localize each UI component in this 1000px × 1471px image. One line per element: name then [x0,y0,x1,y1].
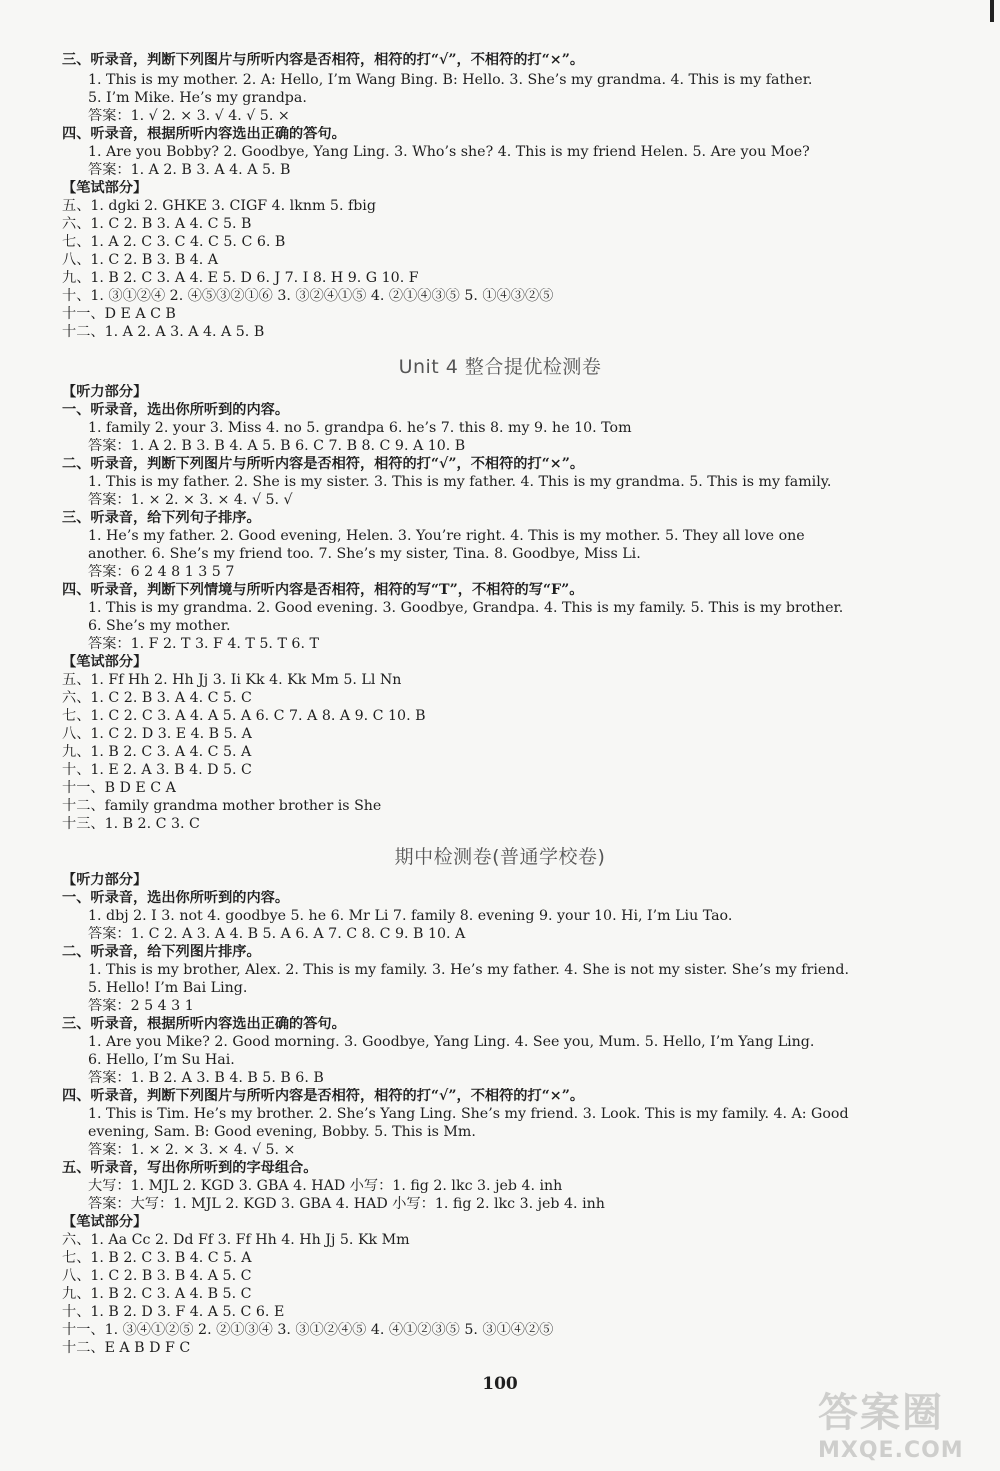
watermark-bottom-text: MXQE.COM [818,1438,964,1463]
u4-s2-answer: 答案：1. × 2. × 3. × 4. √ 5. √ [88,492,293,508]
u4-listening-header: 【听力部分】 [62,384,148,400]
u4-s1-answer: 答案：1. A 2. B 3. B 4. A 5. B 6. C 7. B 8. C 9. A 10. B [88,438,466,454]
mid-s3-line2: 6. Hello, I’m Su Hai. [88,1052,235,1068]
u4-w9: 九、1. B 2. C 3. A 4. C 5. A [62,744,252,760]
mid-s5-line1: 大写：1. MJL 2. KGD 3. GBA 4. HAD 小写：1. fig 2. lkc 3. jeb 4. inh [88,1178,563,1194]
u4-s4-line2: 6. She’s my mother. [88,618,231,634]
u4-w6: 六、1. C 2. B 3. A 4. C 5. C [62,690,252,706]
mid-s2-line2: 5. Hello! I’m Bai Ling. [88,980,248,996]
mid-s1-line1: 1. dbj 2. I 3. not 4. goodbye 5. he 6. Mr Li 7. family 8. evening 9. your 10. Hi, I’m Liu Tao. [88,908,733,924]
u3-w9: 九、1. B 2. C 3. A 4. E 5. D 6. J 7. I 8. H 9. G 10. F [62,270,419,286]
mid-s3-answer: 答案：1. B 2. A 3. B 4. B 5. B 6. B [88,1070,324,1086]
u4-w10: 十、1. E 2. A 3. B 4. D 5. C [62,762,252,778]
mid-s2-line1: 1. This is my brother, Alex. 2. This is my family. 3. He’s my father. 4. She is not my sister. She’s my friend. [88,962,849,978]
u3-s3-title: 三、听录音，判断下列图片与所听内容是否相符，相符的打“√”，不相符的打“×”。 [62,52,585,68]
mid-listening-header: 【听力部分】 [62,872,148,888]
mid-written-header: 【笔试部分】 [62,1214,148,1230]
u4-s4-line1: 1. This is my grandma. 2. Good evening. 3. Goodbye, Grandpa. 4. This is my family. 5. This is my brother. [88,600,844,616]
mid-s5-title: 五、听录音，写出你所听到的字母组合。 [62,1160,318,1176]
u3-w11: 十一、D E A C B [62,306,176,322]
unit4-title: Unit 4 整合提优检测卷 [398,356,602,378]
mid-s2-answer: 答案：2 5 4 3 1 [88,998,194,1014]
u3-s3-line1: 1. This is my mother. 2. A: Hello, I’m Wang Bing. B: Hello. 3. She’s my grandma. 4. This is my father. [88,72,813,88]
u3-w8: 八、1. C 2. B 3. B 4. A [62,252,219,268]
u3-w6: 六、1. C 2. B 3. A 4. C 5. B [62,216,252,232]
u4-w13: 十三、1. B 2. C 3. C [62,816,200,832]
mid-w12: 十二、E A B D F C [62,1340,191,1356]
u3-s3-answer: 答案：1. √ 2. × 3. √ 4. √ 5. × [88,108,290,124]
u3-s3-line2: 5. I’m Mike. He’s my grandpa. [88,90,307,106]
u4-s4-title: 四、听录音，判断下列情境与所听内容是否相符，相符的写“T”，不相符的写“F”。 [62,582,584,598]
u3-s4-title: 四、听录音，根据所听内容选出正确的答句。 [62,126,346,142]
watermark-top-text: 答案圈 [818,1390,944,1436]
u4-s3-title: 三、听录音，给下列句子排序。 [62,510,261,526]
u4-written-header: 【笔试部分】 [62,654,148,670]
u3-w12: 十二、1. A 2. A 3. A 4. A 5. B [62,324,265,340]
mid-w7: 七、1. B 2. C 3. B 4. C 5. A [62,1250,252,1266]
mid-s4-title: 四、听录音，判断下列图片与所听内容是否相符，相符的打“√”，不相符的打“×”。 [62,1088,585,1104]
u4-w5: 五、1. Ff Hh 2. Hh Jj 3. Ii Kk 4. Kk Mm 5. Ll Nn [62,672,402,688]
u4-w7: 七、1. C 2. C 3. A 4. A 5. A 6. C 7. A 8. A 9. C 10. B [62,708,426,724]
mid-s5-answer: 答案：大写：1. MJL 2. KGD 3. GBA 4. HAD 小写：1. fig 2. lkc 3. jeb 4. inh [88,1196,605,1212]
mid-s3-title: 三、听录音，根据所听内容选出正确的答句。 [62,1016,346,1032]
mid-s2-title: 二、听录音，给下列图片排序。 [62,944,261,960]
u4-s3-line2: another. 6. She’s my friend too. 7. She’s my sister, Tina. 8. Goodbye, Miss Li. [88,546,641,562]
u4-s3-answer: 答案：6 2 4 8 1 3 5 7 [88,564,235,580]
u3-w10: 十、1. ③①②④ 2. ④⑤③②①⑥ 3. ③②④①⑤ 4. ②①④③⑤ 5. ①④③②⑤ [62,288,554,304]
mid-w11: 十一、1. ③④①②⑤ 2. ②①③④ 3. ③①②④⑤ 4. ④①②③⑤ 5. ③①④②⑤ [62,1322,554,1338]
u4-s3-line1: 1. He’s my father. 2. Good evening, Helen. 3. You’re right. 4. This is my mother. 5. They all love one [88,528,805,544]
watermark-logo [818,1381,986,1461]
mid-s3-line1: 1. Are you Mike? 2. Good morning. 3. Goodbye, Yang Ling. 4. See you, Mum. 5. Hello, I’m Yang Ling. [88,1034,815,1050]
u3-w5: 五、1. dgki 2. GHKE 3. CIGF 4. lknm 5. fbig [62,198,376,214]
mid-s1-answer: 答案：1. C 2. A 3. A 4. B 5. A 6. A 7. C 8. C 9. B 10. A [88,926,466,942]
mid-w9: 九、1. B 2. C 3. A 4. B 5. C [62,1286,252,1302]
mid-w10: 十、1. B 2. D 3. F 4. A 5. C 6. E [62,1304,285,1320]
mid-s1-title: 一、听录音，选出你所听到的内容。 [62,890,290,906]
u3-s4-line1: 1. Are you Bobby? 2. Goodbye, Yang Ling. 3. Who’s she? 4. This is my friend Helen. 5. Are you Moe? [88,144,810,160]
mid-s4-line2: evening, Sam. B: Good evening, Bobby. 5. This is Mm. [88,1124,476,1140]
corner-mark [990,0,994,22]
u3-s4-answer: 答案：1. A 2. B 3. A 4. A 5. B [88,162,291,178]
u4-s2-line1: 1. This is my father. 2. She is my sister. 3. This is my father. 4. This is my grandma. 5. This is my family. [88,474,832,490]
u4-s1-title: 一、听录音，选出你所听到的内容。 [62,402,290,418]
u4-s2-title: 二、听录音，判断下列图片与所听内容是否相符，相符的打“√”，不相符的打“×”。 [62,456,585,472]
mid-s4-line1: 1. This is Tim. He’s my brother. 2. She’s Yang Ling. She’s my friend. 3. Look. This is my family. 4. A: Good [88,1106,849,1122]
mid-w6: 六、1. Aa Cc 2. Dd Ff 3. Ff Hh 4. Hh Jj 5. Kk Mm [62,1232,410,1248]
u3-w7: 七、1. A 2. C 3. C 4. C 5. C 6. B [62,234,286,250]
u3-written-header: 【笔试部分】 [62,180,148,196]
mid-w8: 八、1. C 2. B 3. B 4. A 5. C [62,1268,252,1284]
u4-w8: 八、1. C 2. D 3. E 4. B 5. A [62,726,252,742]
page-number: 100 [482,1374,518,1394]
u4-s1-line1: 1. family 2. your 3. Miss 4. no 5. grandpa 6. he’s 7. this 8. my 9. he 10. Tom [88,420,632,436]
u4-w11: 十一、B D E C A [62,780,176,796]
u4-s4-answer: 答案：1. F 2. T 3. F 4. T 5. T 6. T [88,636,319,652]
u4-w12: 十二、family grandma mother brother is She [62,798,382,814]
midterm-title: 期中检测卷(普通学校卷) [394,846,606,868]
mid-s4-answer: 答案：1. × 2. × 3. × 4. √ 5. × [88,1142,296,1158]
